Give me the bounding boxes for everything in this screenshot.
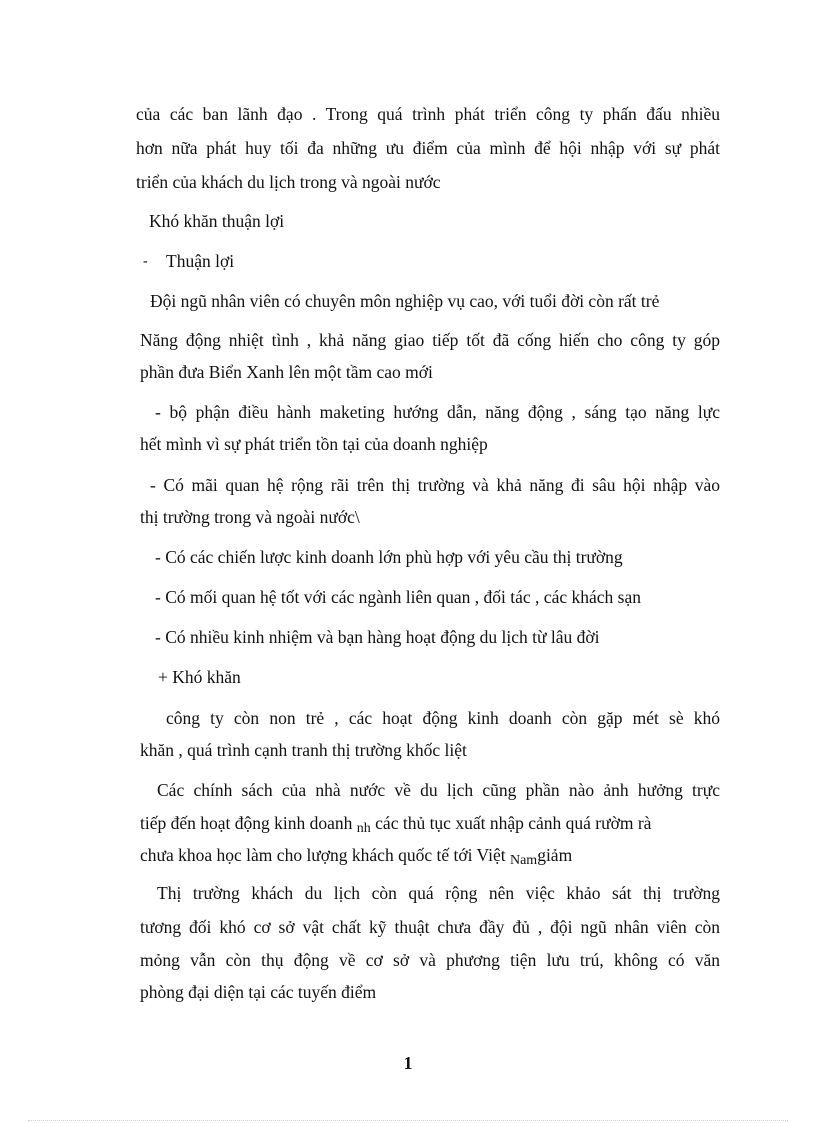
paragraph-line: tương đối khó cơ sở vật chất kỹ thuật chưa đầy đủ , đội ngũ nhân viên còn [140, 917, 720, 937]
list-item-continuation: thị trường trong và ngoài nước\ [140, 507, 360, 527]
text-run: các thủ tục xuất nhập cảnh quá rườm rà [375, 813, 652, 833]
paragraph-line [140, 844, 724, 869]
subscript-fragment: nh [356, 821, 371, 836]
paragraph-line: Các chính sách của nhà nước về du lịch cũng phần nào ảnh hưởng trực [157, 780, 720, 800]
section-heading: Khó khăn thuận lợi [149, 211, 285, 231]
paragraph-line: phòng đại diện tại các tuyến điểm [140, 982, 377, 1002]
list-item: - Có mối quan hệ tốt với các ngành liên quan , đối tác , các khách sạn [155, 587, 641, 607]
paragraph-line: phần đưa Biển Xanh lên một tầm cao mới [140, 362, 433, 382]
list-item: - Có mãi quan hệ rộng rãi trên thị trường và khả năng đi sâu hội nhập vào [150, 475, 720, 495]
subscript-fragment: Nam [509, 853, 538, 868]
paragraph-line: của các ban lãnh đạo . Trong quá trình phát triển công ty phấn đấu nhiều [136, 104, 720, 124]
text-run: giảm [537, 845, 573, 865]
paragraph-line: Đội ngũ nhân viên có chuyên môn nghiệp vụ cao, với tuổi đời còn rất trẻ [150, 291, 660, 311]
subheading-advantages: Thuận lợi [166, 251, 235, 271]
page-footer-border [28, 1120, 788, 1121]
subheading-difficulties: + Khó khăn [158, 667, 241, 687]
paragraph-line: hơn nữa phát huy tối đa những ưu điểm của mình để hội nhập với sự phát [136, 138, 720, 158]
paragraph-line: triển của khách du lịch trong và ngoài nước [136, 172, 441, 192]
paragraph-line [140, 812, 724, 837]
list-item: - bộ phận điều hành maketing hướng dẫn, năng động , sáng tạo năng lực [155, 402, 720, 422]
text-run: tiếp đến hoạt động kinh doanh [140, 813, 353, 833]
list-item-continuation: hết mình vì sự phát triển tồn tại của doanh nghiệp [140, 434, 488, 454]
page-number: 1 [403, 1053, 413, 1073]
paragraph-line: công ty còn non trẻ , các hoạt động kinh doanh còn gặp mét sè khó [166, 708, 720, 728]
paragraph-line: Năng động nhiệt tình , khả năng giao tiếp tốt đã cống hiến cho công ty góp [140, 330, 720, 350]
paragraph-line: khăn , quá trình cạnh tranh thị trường khốc liệt [140, 740, 467, 760]
paragraph-line: mỏng vẫn còn thụ động về cơ sở và phương tiện lưu trú, không có văn [140, 950, 720, 970]
paragraph-line: Thị trường khách du lịch còn quá rộng nên việc khảo sát thị trường [157, 883, 720, 903]
bullet-dash: - [143, 254, 148, 269]
list-item: - Có các chiến lược kinh doanh lớn phù hợp với yêu cầu thị trường [155, 547, 623, 567]
list-item: - Có nhiều kinh nhiệm và bạn hàng hoạt động du lịch từ lâu đời [155, 627, 600, 647]
text-run: chưa khoa học làm cho lượng khách quốc tế tới Việt [140, 845, 506, 865]
